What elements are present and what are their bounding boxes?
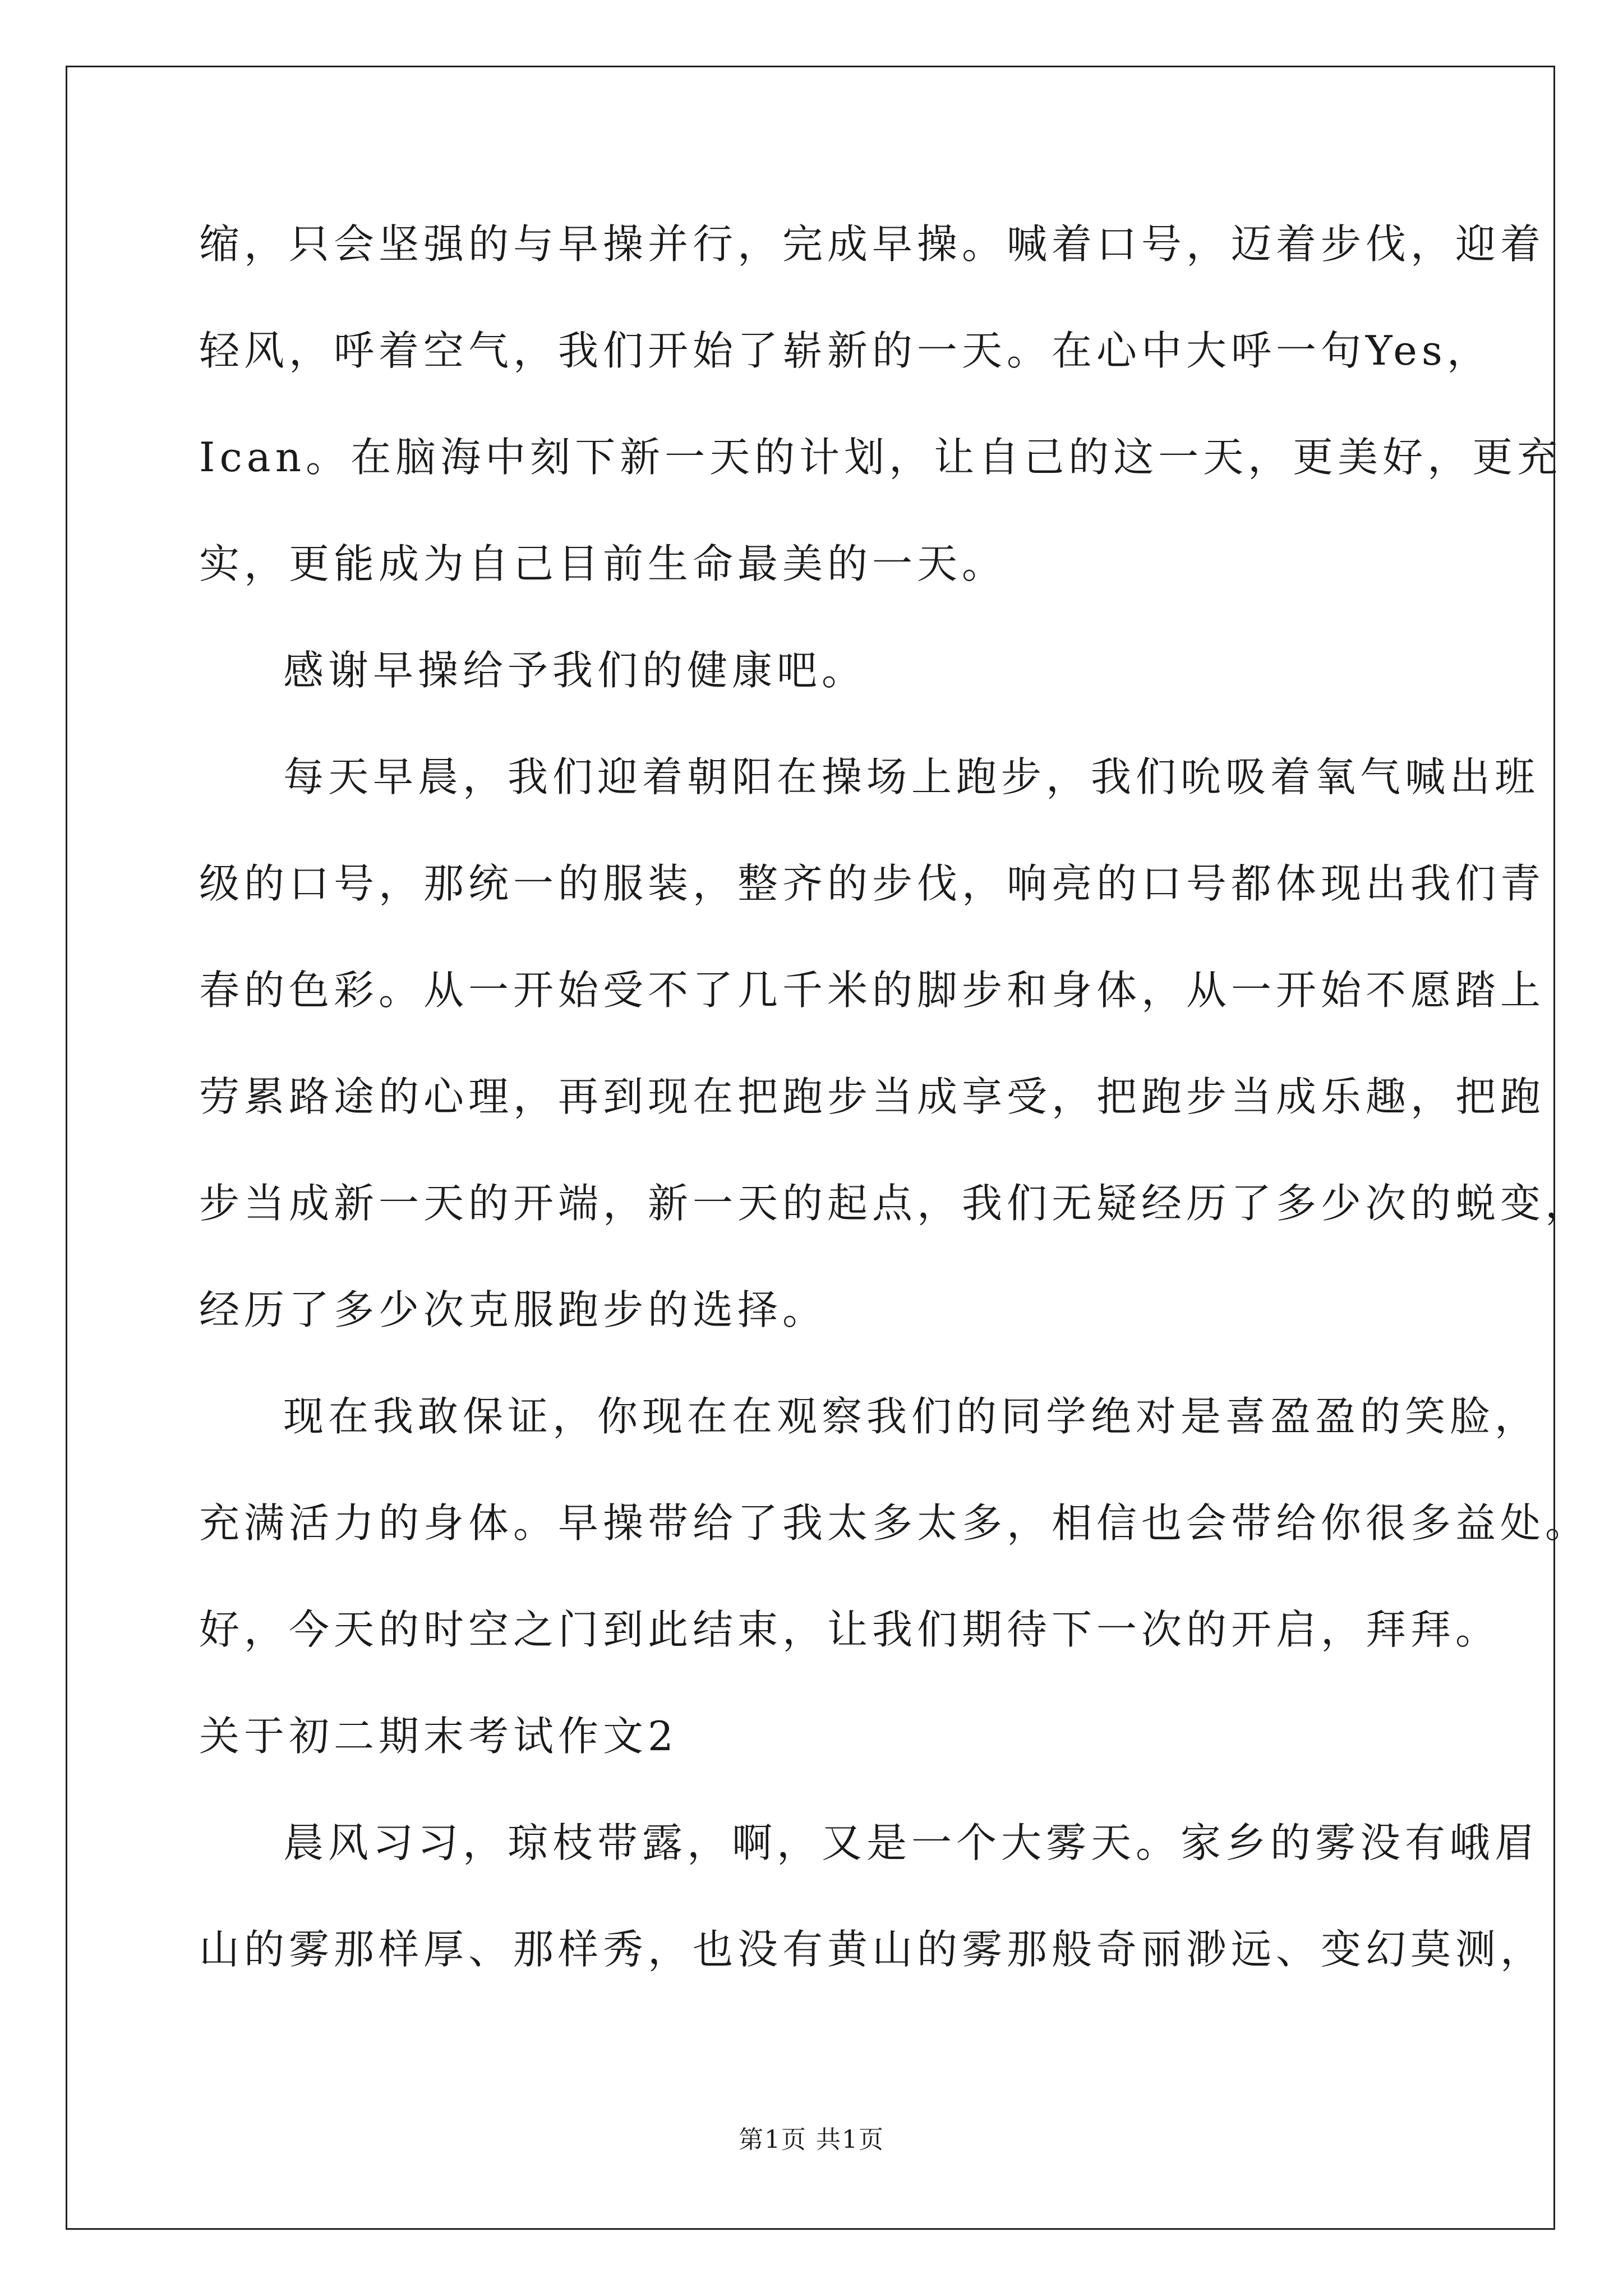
text-line: 春的色彩。从一开始受不了几千米的脚步和身体，从一开始不愿踏上 bbox=[199, 967, 1546, 1014]
text-line: Ican。在脑海中刻下新一天的计划，让自己的这一天，更美好，更充 bbox=[199, 434, 1562, 481]
text-line: 缩，只会坚强的与早操并行，完成早操。喊着口号，迈着步伐，迎着 bbox=[199, 220, 1546, 268]
text-line: 步当成新一天的开端，新一天的起点，我们无疑经历了多少次的蜕变， bbox=[199, 1180, 1590, 1227]
text-line: 经历了多少次克服跑步的选择。 bbox=[199, 1286, 828, 1333]
page-border bbox=[66, 66, 1555, 2230]
section-heading: 关于初二期末考试作文2 bbox=[199, 1713, 678, 1760]
text-line: 级的口号，那统一的服装，整齐的步伐，响亮的口号都体现出我们青 bbox=[199, 860, 1546, 907]
page-footer: 第1页 共1页 bbox=[739, 2125, 884, 2154]
text-line: 劳累路途的心理，再到现在把跑步当成享受，把跑步当成乐趣，把跑 bbox=[199, 1073, 1546, 1120]
paragraph-first-line: 现在我敢保证，你现在在观察我们的同学绝对是喜盈盈的笑脸， bbox=[283, 1393, 1540, 1440]
paragraph-first-line: 感谢早操给予我们的健康吧。 bbox=[283, 647, 867, 694]
text-line: 轻风，呼着空气，我们开始了崭新的一天。在心中大呼一句Yes， bbox=[199, 327, 1492, 374]
text-line: 好，今天的时空之门到此结束，让我们期待下一次的开启，拜拜。 bbox=[199, 1606, 1501, 1653]
paragraph-first-line: 晨风习习，琼枝带露，啊，又是一个大雾天。家乡的雾没有峨眉 bbox=[283, 1819, 1540, 1866]
paragraph-first-line: 每天早晨，我们迎着朝阳在操场上跑步，我们吮吸着氧气喊出班 bbox=[283, 753, 1540, 800]
text-line: 山的雾那样厚、那样秀，也没有黄山的雾那般奇丽渺远、变幻莫测， bbox=[199, 1926, 1546, 1973]
text-line: 充满活力的身体。早操带给了我太多太多，相信也会带给你很多益处。 bbox=[199, 1499, 1590, 1547]
text-line: 实，更能成为自己目前生命最美的一天。 bbox=[199, 540, 1007, 587]
